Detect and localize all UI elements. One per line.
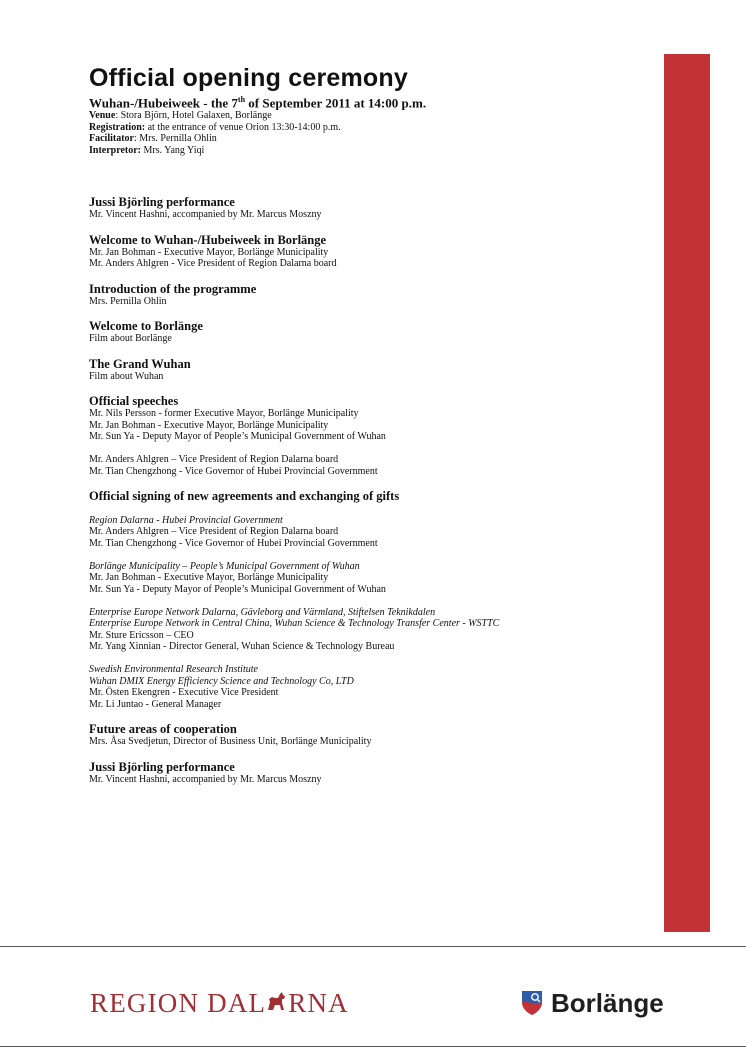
- section-gap: [89, 307, 654, 319]
- meta-row: Facilitator: Mrs. Pernilla Ohlin: [89, 133, 217, 145]
- section-title: Welcome to Wuhan-/Hubeiweek in Borlänge: [89, 232, 327, 247]
- page-title: Official opening ceremony: [89, 64, 408, 92]
- blank-line: [89, 443, 654, 455]
- section-gap: [89, 710, 654, 722]
- red-accent-bar: [664, 54, 710, 932]
- region-dalarna-logo: REGION DAL RNA: [90, 988, 349, 1018]
- section-line: Mrs. Pernilla Ohlin: [89, 295, 167, 307]
- event-meta: [89, 110, 654, 156]
- section-gap: [89, 477, 654, 489]
- signatory: Mr. Jan Bohman - Executive Mayor, Borlänge Municipality: [89, 572, 329, 584]
- meta-value: Mrs. Yang Yiqi: [143, 144, 205, 156]
- closing-list: [89, 710, 654, 785]
- programme-list: [89, 156, 654, 477]
- signatory: Mr. Sun Ya - Deputy Mayor of People’s Municipal Government of Wuhan: [89, 583, 386, 595]
- group-gap: [89, 549, 654, 561]
- section-title: Welcome to Borlänge: [89, 319, 203, 334]
- section-title: Introduction of the programme: [89, 281, 257, 296]
- section-title: Future areas of cooperation: [89, 722, 237, 737]
- section-line: Mr. Vincent Hashni, accompanied by Mr. Marcus Moszny: [89, 773, 322, 785]
- section-line: Mrs. Åsa Svedjetun, Director of Business Unit, Borlänge Municipality: [89, 736, 372, 748]
- agreement-parties: Borlänge Municipality – People’s Municipal Government of Wuhan: [89, 560, 360, 572]
- footer-divider-bottom: [0, 1046, 746, 1047]
- section-gap: [89, 748, 654, 760]
- borlange-wordmark: Borlänge: [551, 988, 664, 1018]
- signatory: Mr. Sture Ericsson – CEO: [89, 629, 194, 641]
- event-subtitle: Wuhan-/Hubeiweek - the 7th of September 2011 at 14:00 p.m.: [89, 95, 427, 111]
- borlange-logo: [521, 988, 664, 1018]
- signatory: Mr. Li Juntao - General Manager: [89, 698, 222, 710]
- section-line: Mr. Jan Bohman - Executive Mayor, Borlänge Municipality: [89, 246, 329, 258]
- section-line: Mr. Tian Chengzhong - Vice Governor of Hubei Provincial Government: [89, 465, 378, 477]
- signatory: Mr. Östen Ekengren - Executive Vice President: [89, 687, 279, 699]
- meta-row: [89, 122, 654, 134]
- section-title: The Grand Wuhan: [89, 356, 191, 371]
- document-body: [89, 64, 654, 785]
- section-gap: [89, 345, 654, 357]
- meta-label: Facilitator: [89, 133, 134, 145]
- section-line: Mr. Jan Bohman - Executive Mayor, Borlänge Municipality: [89, 419, 329, 431]
- section-title: Official signing of new agreements and exchanging of gifts: [89, 489, 400, 504]
- agreement-parties: Enterprise Europe Network Dalarna, Gävleborg and Värmland, Stiftelsen Teknikdalen: [89, 606, 436, 618]
- footer-divider-top: [0, 946, 746, 947]
- agreement-parties: Enterprise Europe Network in Central China, Wuhan Science & Technology Transfer Center - WSTTC: [89, 618, 500, 630]
- signing-section: [89, 477, 654, 710]
- section-gap: [89, 270, 654, 282]
- section-line: Mr. Anders Ahlgren – Vice President of Region Dalarna board: [89, 454, 339, 466]
- meta-label: Venue: [89, 110, 116, 122]
- group-gap: [89, 653, 654, 665]
- dala-horse-icon: [266, 990, 288, 1012]
- section-line: Film about Wuhan: [89, 370, 164, 382]
- signatory: Mr. Yang Xinnian - Director General, Wuhan Science & Technology Bureau: [89, 641, 395, 653]
- section-line: Mr. Anders Ahlgren - Vice President of Region Dalarna board: [89, 258, 337, 270]
- meta-value: Mrs. Pernilla Ohlin: [139, 133, 217, 145]
- section-gap: [89, 221, 654, 233]
- agreement-parties: Swedish Environmental Research Institute: [89, 664, 258, 676]
- section-line: Film about Borlänge: [89, 333, 172, 345]
- section-title: Jussi Björling performance: [89, 195, 235, 210]
- meta-label: Interpretor:: [89, 144, 142, 156]
- section-title: Official speeches: [89, 394, 179, 409]
- section-line: Mr. Vincent Hashni, accompanied by Mr. Marcus Moszny: [89, 209, 322, 221]
- signatory: Mr. Anders Ahlgren – Vice President of Region Dalarna board: [89, 526, 339, 538]
- section-line: Mr. Nils Persson - former Executive Mayor, Borlänge Municipality: [89, 408, 359, 420]
- group-gap: [89, 595, 654, 607]
- meta-row: Venue: Stora Björn, Hotel Galaxen, Borlänge: [89, 110, 272, 122]
- signatory: Mr. Tian Chengzhong - Vice Governor of Hubei Provincial Government: [89, 537, 378, 549]
- meta-value: Stora Björn, Hotel Galaxen, Borlänge: [120, 110, 272, 122]
- agreement-parties: Wuhan DMIX Energy Efficiency Science and Technology Co, LTD: [89, 675, 354, 687]
- agreement-parties: Region Dalarna - Hubei Provincial Government: [89, 514, 283, 526]
- section-gap: [89, 382, 654, 394]
- section-title: Jussi Björling performance: [89, 759, 235, 774]
- meta-row: [89, 145, 654, 157]
- meta-value: at the entrance of venue Orion 13:30-14:00 p.m.: [147, 121, 341, 133]
- group-gap: [89, 503, 654, 515]
- section-gap: [89, 156, 654, 195]
- meta-label: Registration:: [89, 121, 146, 133]
- section-line: Mr. Sun Ya - Deputy Mayor of People’s Municipal Government of Wuhan: [89, 431, 386, 443]
- shield-icon: [521, 990, 543, 1016]
